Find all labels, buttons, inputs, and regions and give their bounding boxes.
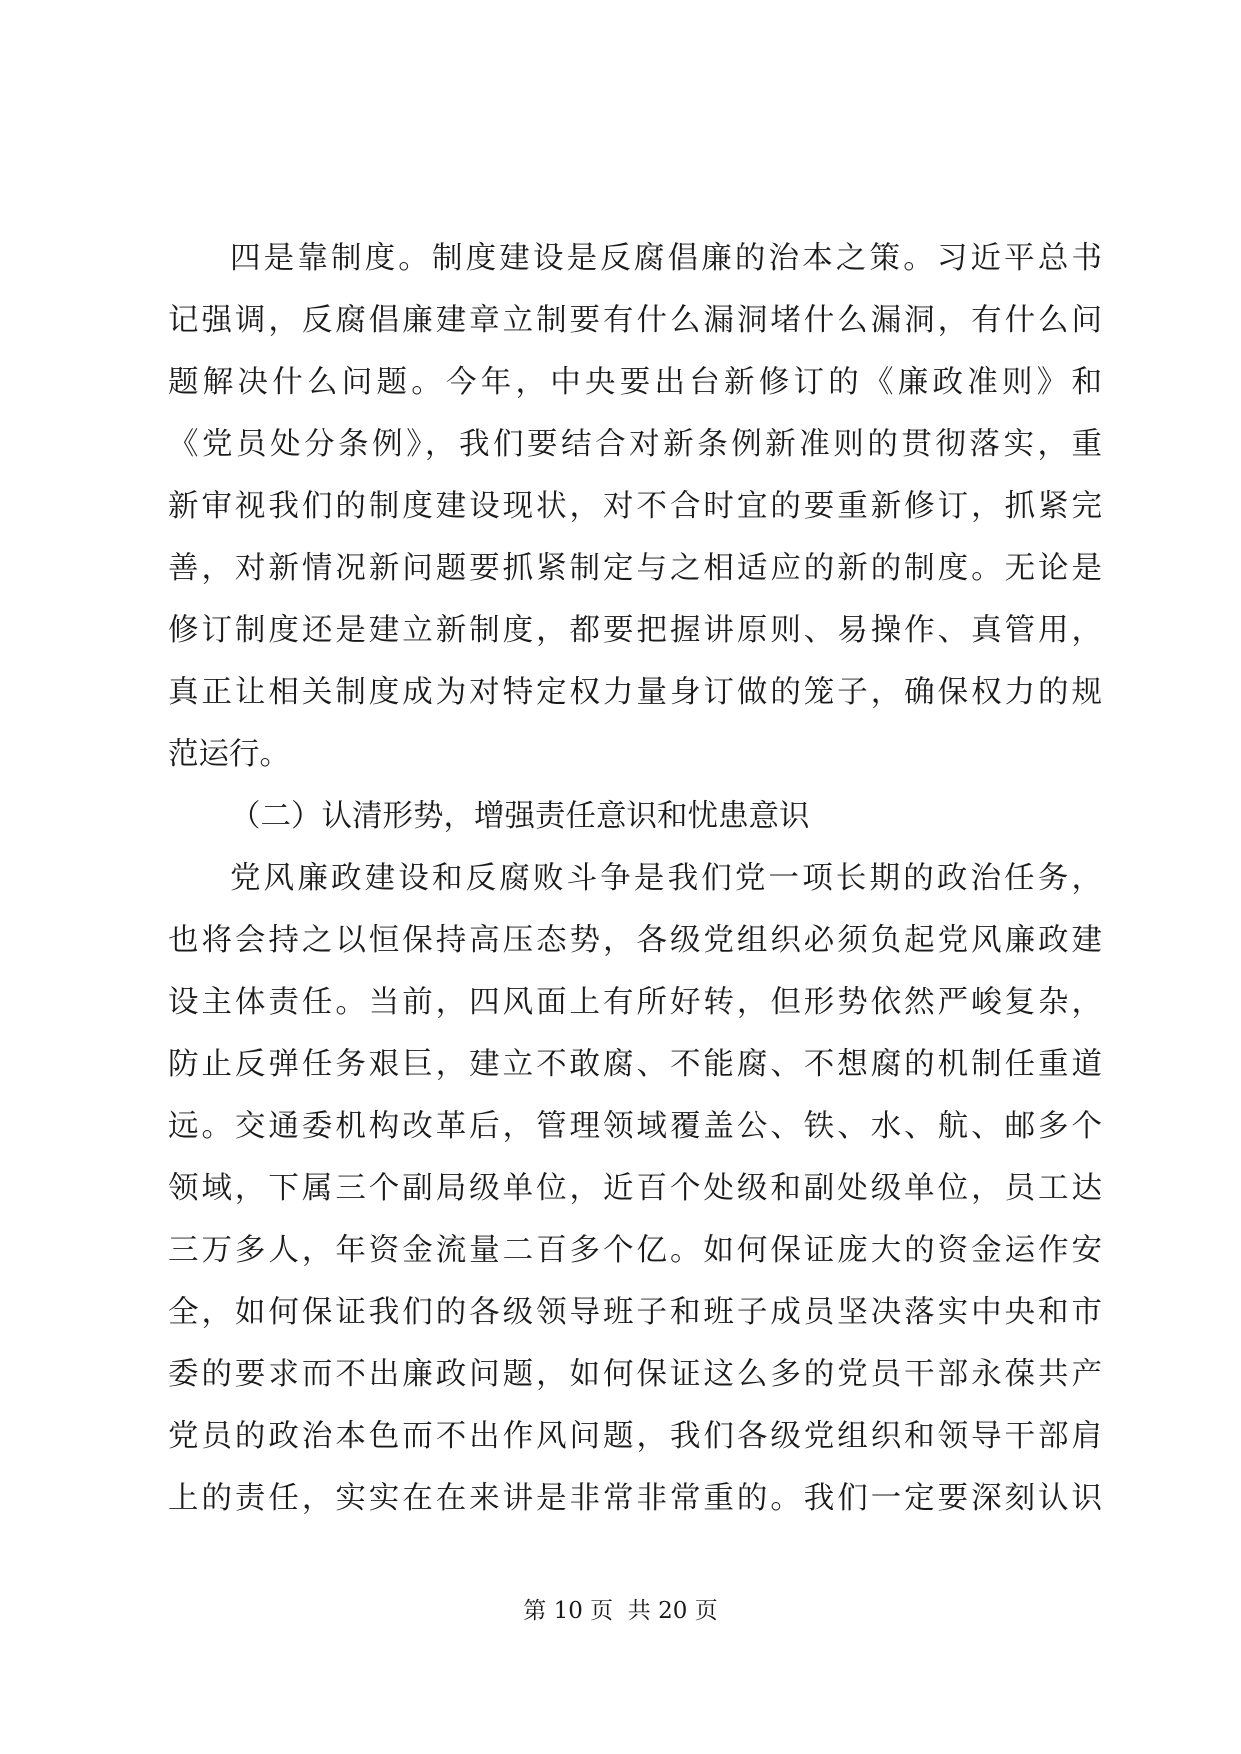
text-line: 题解决什么问题。今年，中央要出台新修订的《廉政准则》和 — [168, 365, 1102, 400]
text-line: 领域，下属三个副局级单位，近百个处级和副处级单位，员工达 — [168, 1171, 1102, 1206]
text-line: 记强调，反腐倡廉建章立制要有什么漏洞堵什么漏洞，有什么问 — [168, 303, 1102, 338]
text-line: 上的责任，实实在在来讲是非常非常重的。我们一定要深刻认识 — [168, 1481, 1102, 1516]
text-line: 新审视我们的制度建设现状，对不合时宜的要重新修订，抓紧完 — [168, 489, 1102, 524]
page-footer — [0, 1596, 1241, 1626]
text-line: 善，对新情况新问题要抓紧制定与之相适应的新的制度。无论是 — [168, 551, 1102, 586]
text-line: 《党员处分条例》，我们要结合对新条例新准则的贯彻落实，重 — [168, 427, 1102, 462]
text-line: 党风廉政建设和反腐败斗争是我们党一项长期的政治任务， — [230, 861, 1102, 896]
text-line: 远。交通委机构改革后，管理领域覆盖公、铁、水、航、邮多个 — [168, 1109, 1102, 1144]
body-text — [168, 228, 1102, 1530]
text-line: 范运行。 — [168, 737, 290, 772]
text-line: 三万多人，年资金流量二百多个亿。如何保证庞大的资金运作安 — [168, 1233, 1102, 1268]
text-line: 委的要求而不出廉政问题，如何保证这么多的党员干部永葆共产 — [168, 1357, 1102, 1392]
page-number: 第 10 页 共 20 页 — [523, 1598, 718, 1624]
text-line: 四是靠制度。制度建设是反腐倡廉的治本之策。习近平总书 — [230, 241, 1102, 276]
text-line: 也将会持之以恒保持高压态势，各级党组织必须负起党风廉政建 — [168, 923, 1102, 958]
text-line: 真正让相关制度成为对特定权力量身订做的笼子，确保权力的规 — [168, 675, 1102, 710]
section-heading: （二）认清形势，增强责任意识和忧患意识 — [230, 799, 810, 834]
text-line: 设主体责任。当前，四风面上有所好转，但形势依然严峻复杂， — [168, 985, 1102, 1020]
text-line: 党员的政治本色而不出作风问题，我们各级党组织和领导干部肩 — [168, 1419, 1102, 1454]
text-line: 全，如何保证我们的各级领导班子和班子成员坚决落实中央和市 — [168, 1295, 1102, 1330]
text-line: 修订制度还是建立新制度，都要把握讲原则、易操作、真管用， — [168, 613, 1102, 648]
text-line: 防止反弹任务艰巨，建立不敢腐、不能腐、不想腐的机制任重道 — [168, 1047, 1102, 1082]
